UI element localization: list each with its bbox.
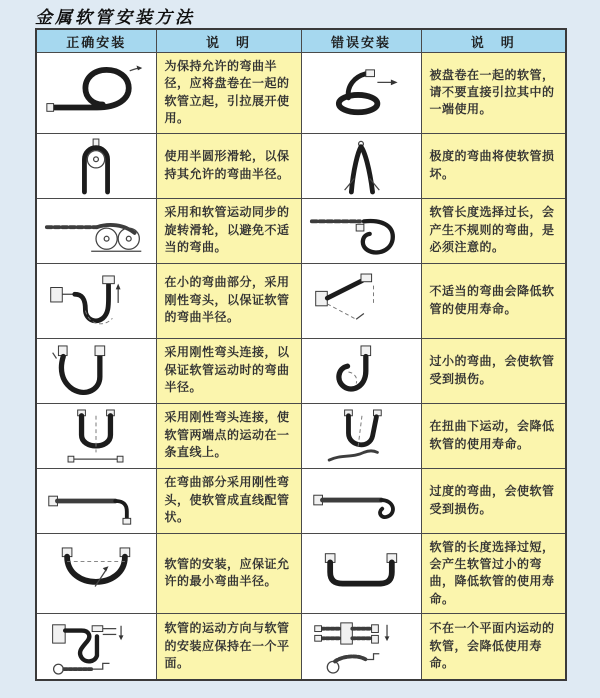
correct-description: 在弯曲部分采用刚性弯头，使软管成直线配管状。: [156, 468, 301, 533]
semicircular-pulley-illustration: [43, 137, 149, 195]
wrong-description: 不在一个平面内运动的软管，会降低使用寿命。: [421, 614, 566, 680]
straight-pipe-elbow-illustration: [43, 472, 149, 530]
wrong-description: 软管的长度选择过短，会产生软管过小的弯曲，降低软管的使用寿命。: [421, 533, 566, 614]
u-bend-straight-line-motion-illustration: [43, 407, 149, 465]
wrong-description: 被盘卷在一起的软管，请不要直接引拉其中的一端使用。: [421, 53, 566, 134]
minimum-bend-radius-u-illustration: [43, 539, 149, 607]
improper-bend-illustration: [308, 267, 414, 335]
table-row: [36, 338, 566, 403]
wrong-description: 在扭曲下运动，会降低软管的使用寿命。: [421, 403, 566, 468]
elbow-connection-loop-illustration: [43, 342, 149, 400]
rigid-elbow-small-bend-illustration: [43, 267, 149, 335]
header-wrong-install: 错误安装: [301, 29, 421, 53]
coiled-hose-unrolled-illustration: [43, 60, 149, 126]
header-correct-install: 正确安装: [36, 29, 156, 53]
table-row: [36, 403, 566, 468]
table-row: [36, 468, 566, 533]
wrong-description: 软管长度选择过长，会产生不规则的弯曲，是必须注意的。: [421, 198, 566, 263]
table-row: [36, 133, 566, 198]
wrong-description: 过度的弯曲，会使软管受到损伤。: [421, 468, 566, 533]
twisted-u-bend-illustration: [308, 407, 414, 465]
table-row: [36, 198, 566, 263]
correct-description: 采用刚性弯头连接，以保证软管运动时的弯曲半径。: [156, 338, 301, 403]
header-correct-description: 说 明: [156, 29, 301, 53]
correct-description: 采用刚性弯头连接，使软管两端点的运动在一条直线上。: [156, 403, 301, 468]
correct-description: 在小的弯曲部分，采用刚性弯头，以保证软管的弯曲半径。: [156, 263, 301, 338]
rotating-pulleys-illustration: [43, 202, 149, 260]
table-row: [36, 263, 566, 338]
coiled-hose-pulled-illustration: [308, 60, 414, 126]
in-plane-motion-illustration: [43, 616, 149, 676]
over-long-hose-illustration: [308, 202, 414, 260]
table-row: [36, 614, 566, 680]
correct-description: 软管的安装，应保证允许的最小弯曲半径。: [156, 533, 301, 614]
sharp-bend-illustration: [308, 137, 414, 195]
out-of-plane-motion-illustration: [308, 616, 414, 676]
wrong-description: 不适当的弯曲会降低软管的使用寿命。: [421, 263, 566, 338]
header-wrong-description: 说 明: [421, 29, 566, 53]
tight-hook-bend-illustration: [308, 342, 414, 400]
correct-description: 为保持允许的弯曲半径，应将盘卷在一起的软管立起，引拉展开使用。: [156, 53, 301, 134]
correct-description: 采用和软管运动同步的旋转滑轮，以避免不适当的弯曲。: [156, 198, 301, 263]
table-row: [36, 533, 566, 614]
installation-table: [35, 28, 567, 681]
excessive-end-bend-illustration: [308, 472, 414, 530]
too-short-flat-u-illustration: [308, 539, 414, 607]
correct-description: 软管的运动方向与软管的安装应保持在一个平面。: [156, 614, 301, 680]
correct-description: 使用半圆形滑轮，以保持其允许的弯曲半径。: [156, 133, 301, 198]
page-title: 金属软管安装方法: [35, 8, 195, 28]
header-row: [36, 29, 566, 53]
table-row: [36, 53, 566, 134]
wrong-description: 极度的弯曲将使软管损坏。: [421, 133, 566, 198]
wrong-description: 过小的弯曲，会使软管受到损伤。: [421, 338, 566, 403]
